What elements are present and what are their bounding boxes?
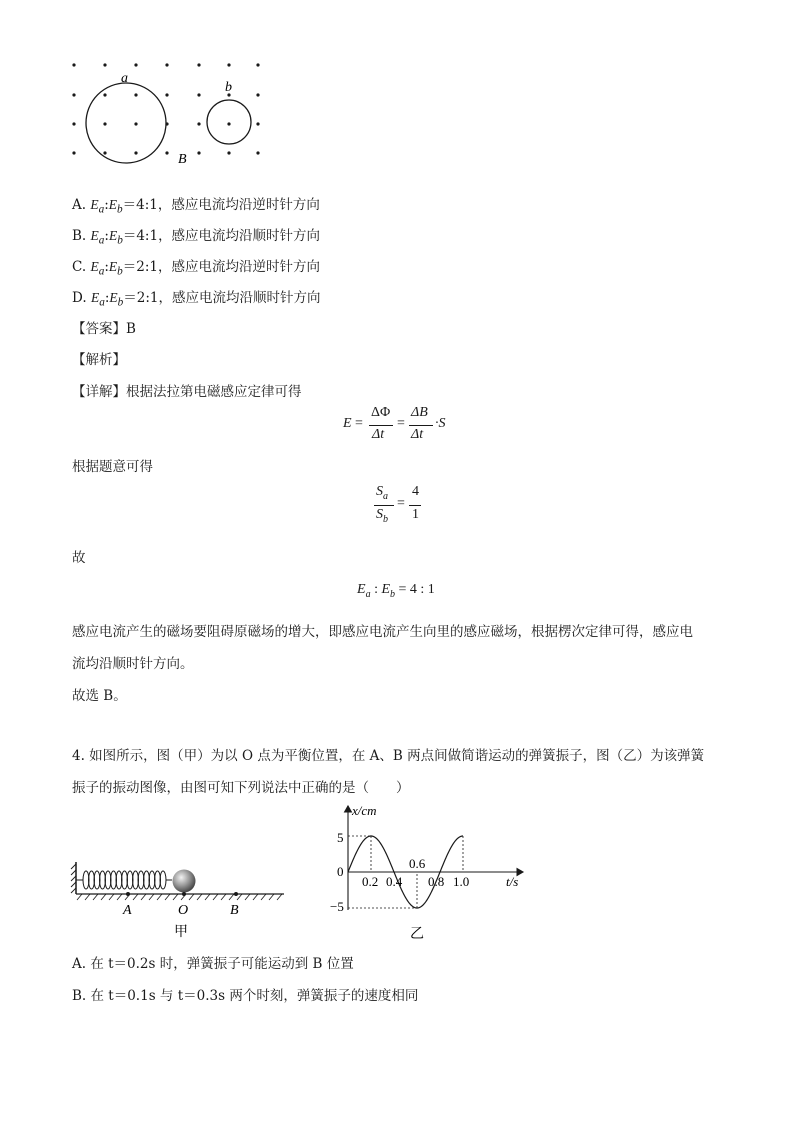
vibration-graph [328, 798, 528, 943]
ring-a [86, 83, 166, 163]
explain-line-2: 流均沿顺时针方向。 [72, 656, 194, 672]
formula-faraday: E = ΔΦ Δt = ΔB Δt ·S [343, 405, 446, 442]
label-b: b [225, 80, 232, 95]
tick-x-1.0: 1.0 [453, 874, 470, 889]
axis-ylabel: x/cm [352, 803, 377, 818]
tick-x-0.4: 0.4 [386, 874, 403, 889]
option-d: D. $E_a:E_b=2:1$，感应电流均沿顺时针方向 [72, 290, 321, 309]
tick-y-neg5: −5 [330, 899, 344, 914]
explain-line-1: 感应电流产生的磁场要阻碍原磁场的增大，即感应电流产生向里的感应磁场，根据楞次定律可得，感应电 [72, 624, 693, 640]
ring-b [207, 100, 251, 144]
tick-y-5: 5 [337, 830, 344, 845]
tick-x-0.2: 0.2 [362, 874, 379, 889]
spring-oscillator-figure [68, 858, 290, 943]
answer-label: 【答案】B [72, 321, 136, 337]
field-dots [72, 63, 259, 154]
option-a: A. $E_a:E_b=4:1$，感应电流均沿逆时针方向 [72, 197, 320, 216]
tick-x-0.6: 0.6 [409, 856, 426, 871]
axis-xlabel: t/s [506, 874, 519, 889]
option-b: B. $E_a:E_b=4:1$，感应电流均沿顺时针方向 [72, 228, 321, 247]
analysis-label: 【解析】 [72, 352, 126, 368]
q4-stem-line-2: 振子的振动图像，由图可知下列说法中正确的是（ ） [72, 780, 410, 796]
caption-yi: 乙 [410, 927, 424, 942]
rings-figure [60, 55, 280, 180]
given-text: 根据题意可得 [72, 459, 153, 475]
tick-x-0.8: 0.8 [428, 874, 445, 889]
option-c: C. $E_a:E_b=2:1$，感应电流均沿逆时针方向 [72, 259, 320, 278]
spring [76, 871, 172, 889]
oscillator-ball [173, 870, 196, 893]
label-O: O [178, 903, 189, 918]
formula-emf-ratio: $E_a$ : $E_b = 4$ : 1 [357, 582, 435, 600]
detail-text: 【详解】根据法拉第电磁感应定律可得 [72, 384, 302, 400]
tick-y-0: 0 [337, 864, 344, 879]
q4-option-a: A. 在 t＝0.2s 时，弹簧振子可能运动到 B 位置 [72, 956, 354, 972]
q4-option-b: B. 在 t＝0.1s 与 t＝0.3s 两个时刻，弹簧振子的速度相同 [72, 988, 419, 1004]
formula-area-ratio: $S_a$ $S_b$ = 4 1 [376, 484, 419, 525]
label-a: a [121, 71, 128, 86]
caption-jia: 甲 [174, 925, 188, 940]
q4-stem-line-1: 4. 如图所示，图（甲）为以 O 点为平衡位置，在 A、B 两点间做简谐运动的弹簧振子，图（乙）为该弹簧 [72, 748, 705, 764]
hence-text: 故 [72, 550, 86, 566]
choose-text: 故选 B。 [72, 688, 127, 704]
label-A: A [123, 903, 132, 918]
label-B-point: B [230, 903, 239, 918]
label-B: B [178, 152, 187, 167]
